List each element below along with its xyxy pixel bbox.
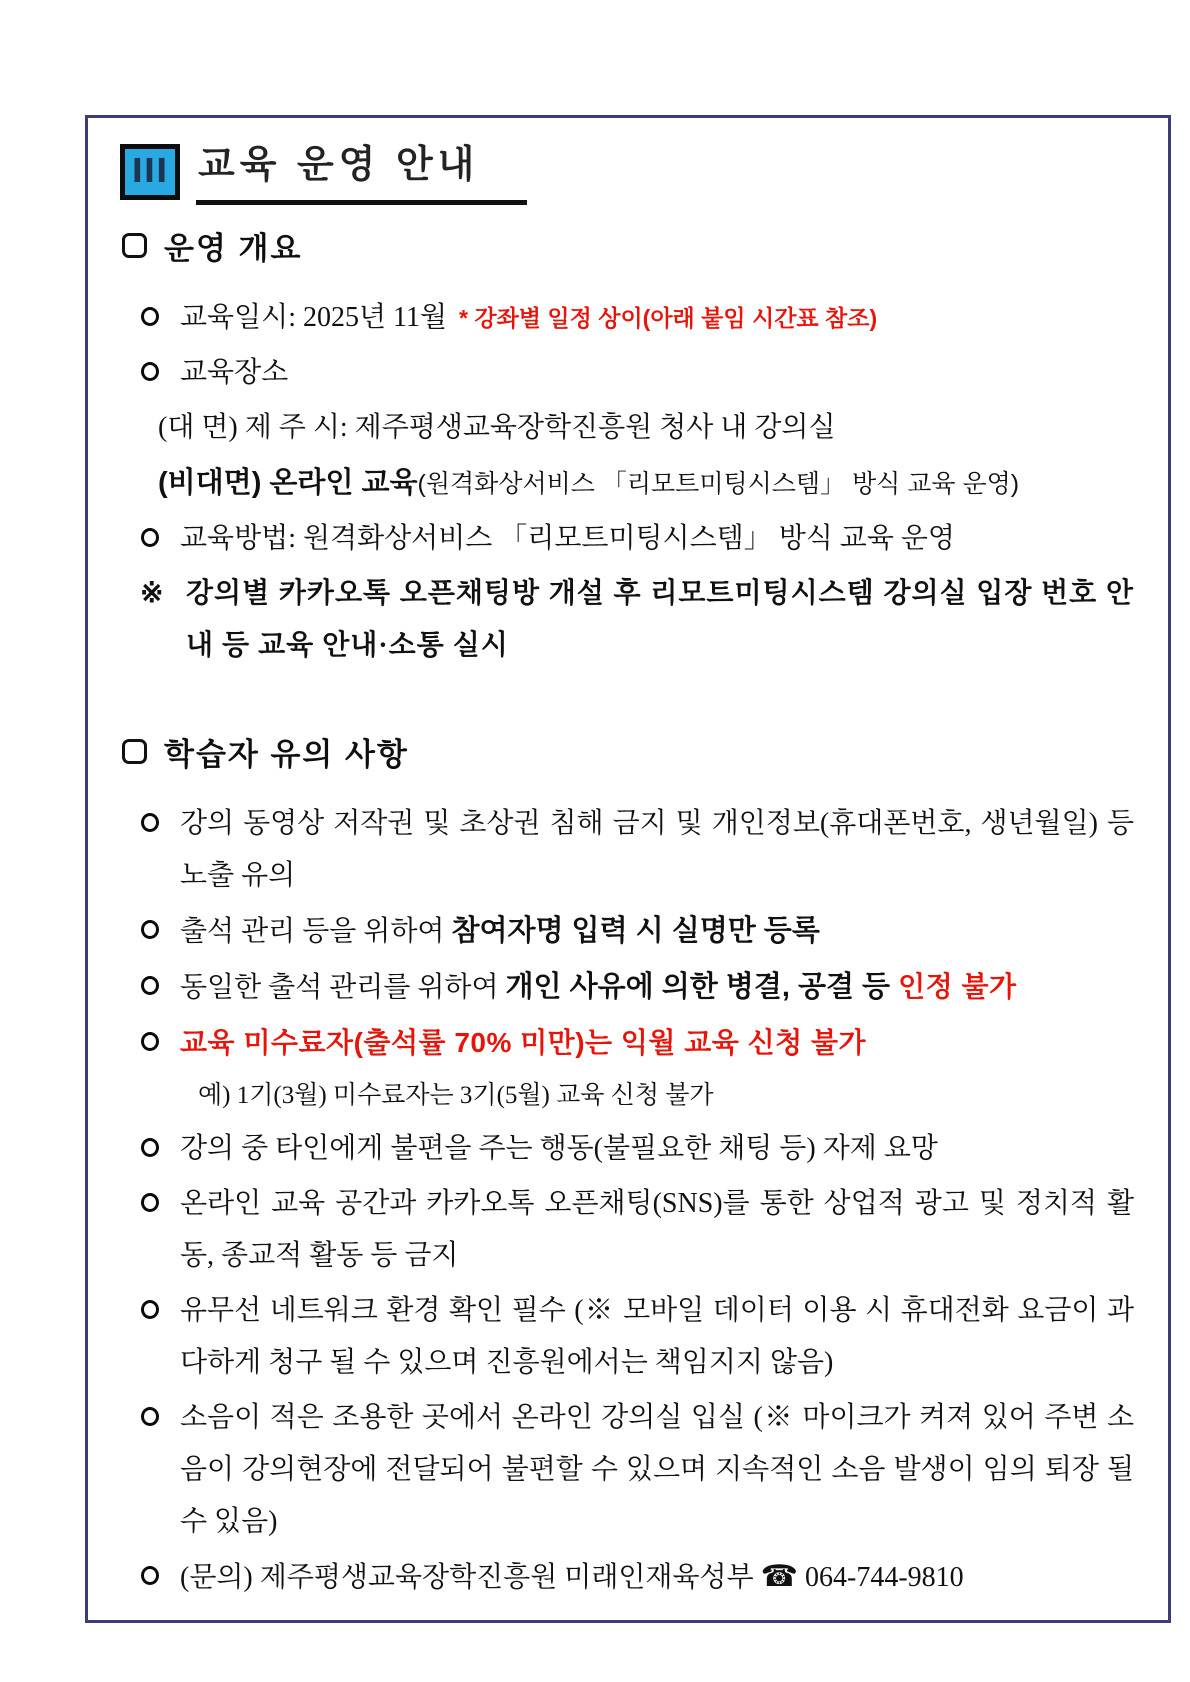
method-text: 교육방법: 원격화상서비스 「리모트미팅시스템」 방식 교육 운영 (180, 522, 955, 554)
section-title-cautions: 학습자 유의 사항 (164, 736, 409, 772)
circle-bullet-icon (141, 1300, 159, 1319)
place-online-rest-text: (원격화상서비스 「리모트미팅시스템」 방식 교육 운영) (417, 469, 1020, 498)
kakao-note-text: 강의별 카카오톡 오픈채팅방 개설 후 리모트미팅시스템 강의실 입장 번호 안내 등 교육 안내·소통 실시 (186, 577, 1134, 661)
behavior-text: 강의 중 타인에게 불편을 주는 행동(불필요한 채팅 등) 자제 요망 (180, 1132, 938, 1164)
reference-mark-icon: ※ (140, 577, 165, 609)
list-item-incomplete (140, 1017, 1134, 1070)
circle-bullet-icon (141, 813, 159, 832)
list-item-schedule (140, 292, 1134, 344)
schedule-red-note: * 강좌별 일정 상이(아래 붙임 시간표 참조) (459, 304, 878, 331)
document-header (120, 144, 1134, 205)
incomplete-example-line (140, 1073, 1134, 1119)
circle-bullet-icon (141, 1407, 159, 1426)
telephone-icon: ☎ (760, 1558, 798, 1594)
section-heading-overview (122, 223, 1134, 268)
circle-bullet-icon (141, 1032, 159, 1051)
contact-text: (문의) 제주평생교육장학진흥원 미래인재육성부 (180, 1561, 761, 1593)
section-heading-cautions (122, 729, 1134, 774)
circle-bullet-icon (141, 307, 159, 326)
list-item-kakao-note (140, 568, 1134, 672)
circle-bullet-icon (141, 976, 159, 995)
section-gap (120, 675, 1134, 719)
list-item-contact (140, 1551, 1134, 1604)
circle-bullet-icon (141, 1138, 159, 1157)
place-online-line (140, 457, 1134, 510)
incomplete-example-text: 예) 1기(3월) 미수료자는 3기(5월) 교육 신청 불가 (198, 1081, 714, 1109)
absence-prefix-text: 동일한 출석 관리를 위하여 (180, 971, 506, 1003)
place-offline-text: (대 면) 제 주 시: 제주평생교육장학진흥원 청사 내 강의실 (158, 411, 836, 443)
list-item-behavior (140, 1123, 1134, 1175)
network-text: 유무선 네트워크 환경 확인 필수 (※ 모바일 데이터 이용 시 휴대전화 요금이 과다하게 청구 될 수 있으며 진흥원에서는 책임지지 않음) (180, 1294, 1134, 1378)
circle-bullet-icon (141, 1193, 159, 1212)
overview-list (140, 292, 1134, 672)
absence-red-text: 인정 불가 (898, 970, 1017, 1002)
cautions-list (140, 798, 1134, 1604)
page-border (85, 115, 1171, 1623)
schedule-text: 교육일시: 2025년 11월 (180, 301, 448, 333)
incomplete-red-text: 교육 미수료자(출석률 70% 미만)는 익월 교육 신청 불가 (180, 1026, 867, 1058)
attendance-bold-text: 참여자명 입력 시 실명만 등록 (451, 914, 820, 947)
circle-bullet-icon (141, 362, 159, 381)
list-item-place (140, 347, 1134, 399)
checkbox-icon (122, 233, 147, 258)
list-item-method (140, 513, 1134, 565)
roman-numeral-iii: III (131, 152, 169, 191)
place-text: 교육장소 (180, 356, 289, 388)
list-item-noise (140, 1392, 1134, 1548)
circle-bullet-icon (141, 920, 159, 939)
list-item-absence (140, 961, 1134, 1014)
section-title-overview: 운영 개요 (164, 230, 303, 266)
ads-text: 온라인 교육 공간과 카카오톡 오픈채팅(SNS)를 통한 상업적 광고 및 정치적 활동, 종교적 활동 등 금지 (180, 1187, 1134, 1271)
absence-bold-text: 개인 사유에 의한 병결, 공결 등 (505, 970, 899, 1003)
list-item-copyright (140, 798, 1134, 902)
contact-phone-number: 064-744-9810 (798, 1561, 964, 1593)
page-title: 교육 운영 안내 (196, 144, 527, 205)
circle-bullet-icon (141, 528, 159, 547)
section-number-badge (120, 144, 180, 200)
place-offline-line (140, 402, 1134, 454)
list-item-ads (140, 1178, 1134, 1282)
checkbox-icon (122, 739, 147, 764)
place-online-bold-text: (비대면) 온라인 교육 (158, 466, 418, 499)
list-item-attendance (140, 905, 1134, 958)
list-item-network (140, 1285, 1134, 1389)
noise-text: 소음이 적은 조용한 곳에서 온라인 강의실 입실 (※ 마이크가 켜져 있어 주변 소음이 강의현장에 전달되어 불편할 수 있으며 지속적인 소음 발생이 임의 퇴장 될수 있음) (180, 1401, 1134, 1537)
copyright-text: 강의 동영상 저작권 및 초상권 침해 금지 및 개인정보(휴대폰번호, 생년월일) 등 노출 유의 (180, 807, 1134, 891)
attendance-prefix-text: 출석 관리 등을 위하여 (180, 915, 452, 947)
circle-bullet-icon (141, 1566, 159, 1585)
